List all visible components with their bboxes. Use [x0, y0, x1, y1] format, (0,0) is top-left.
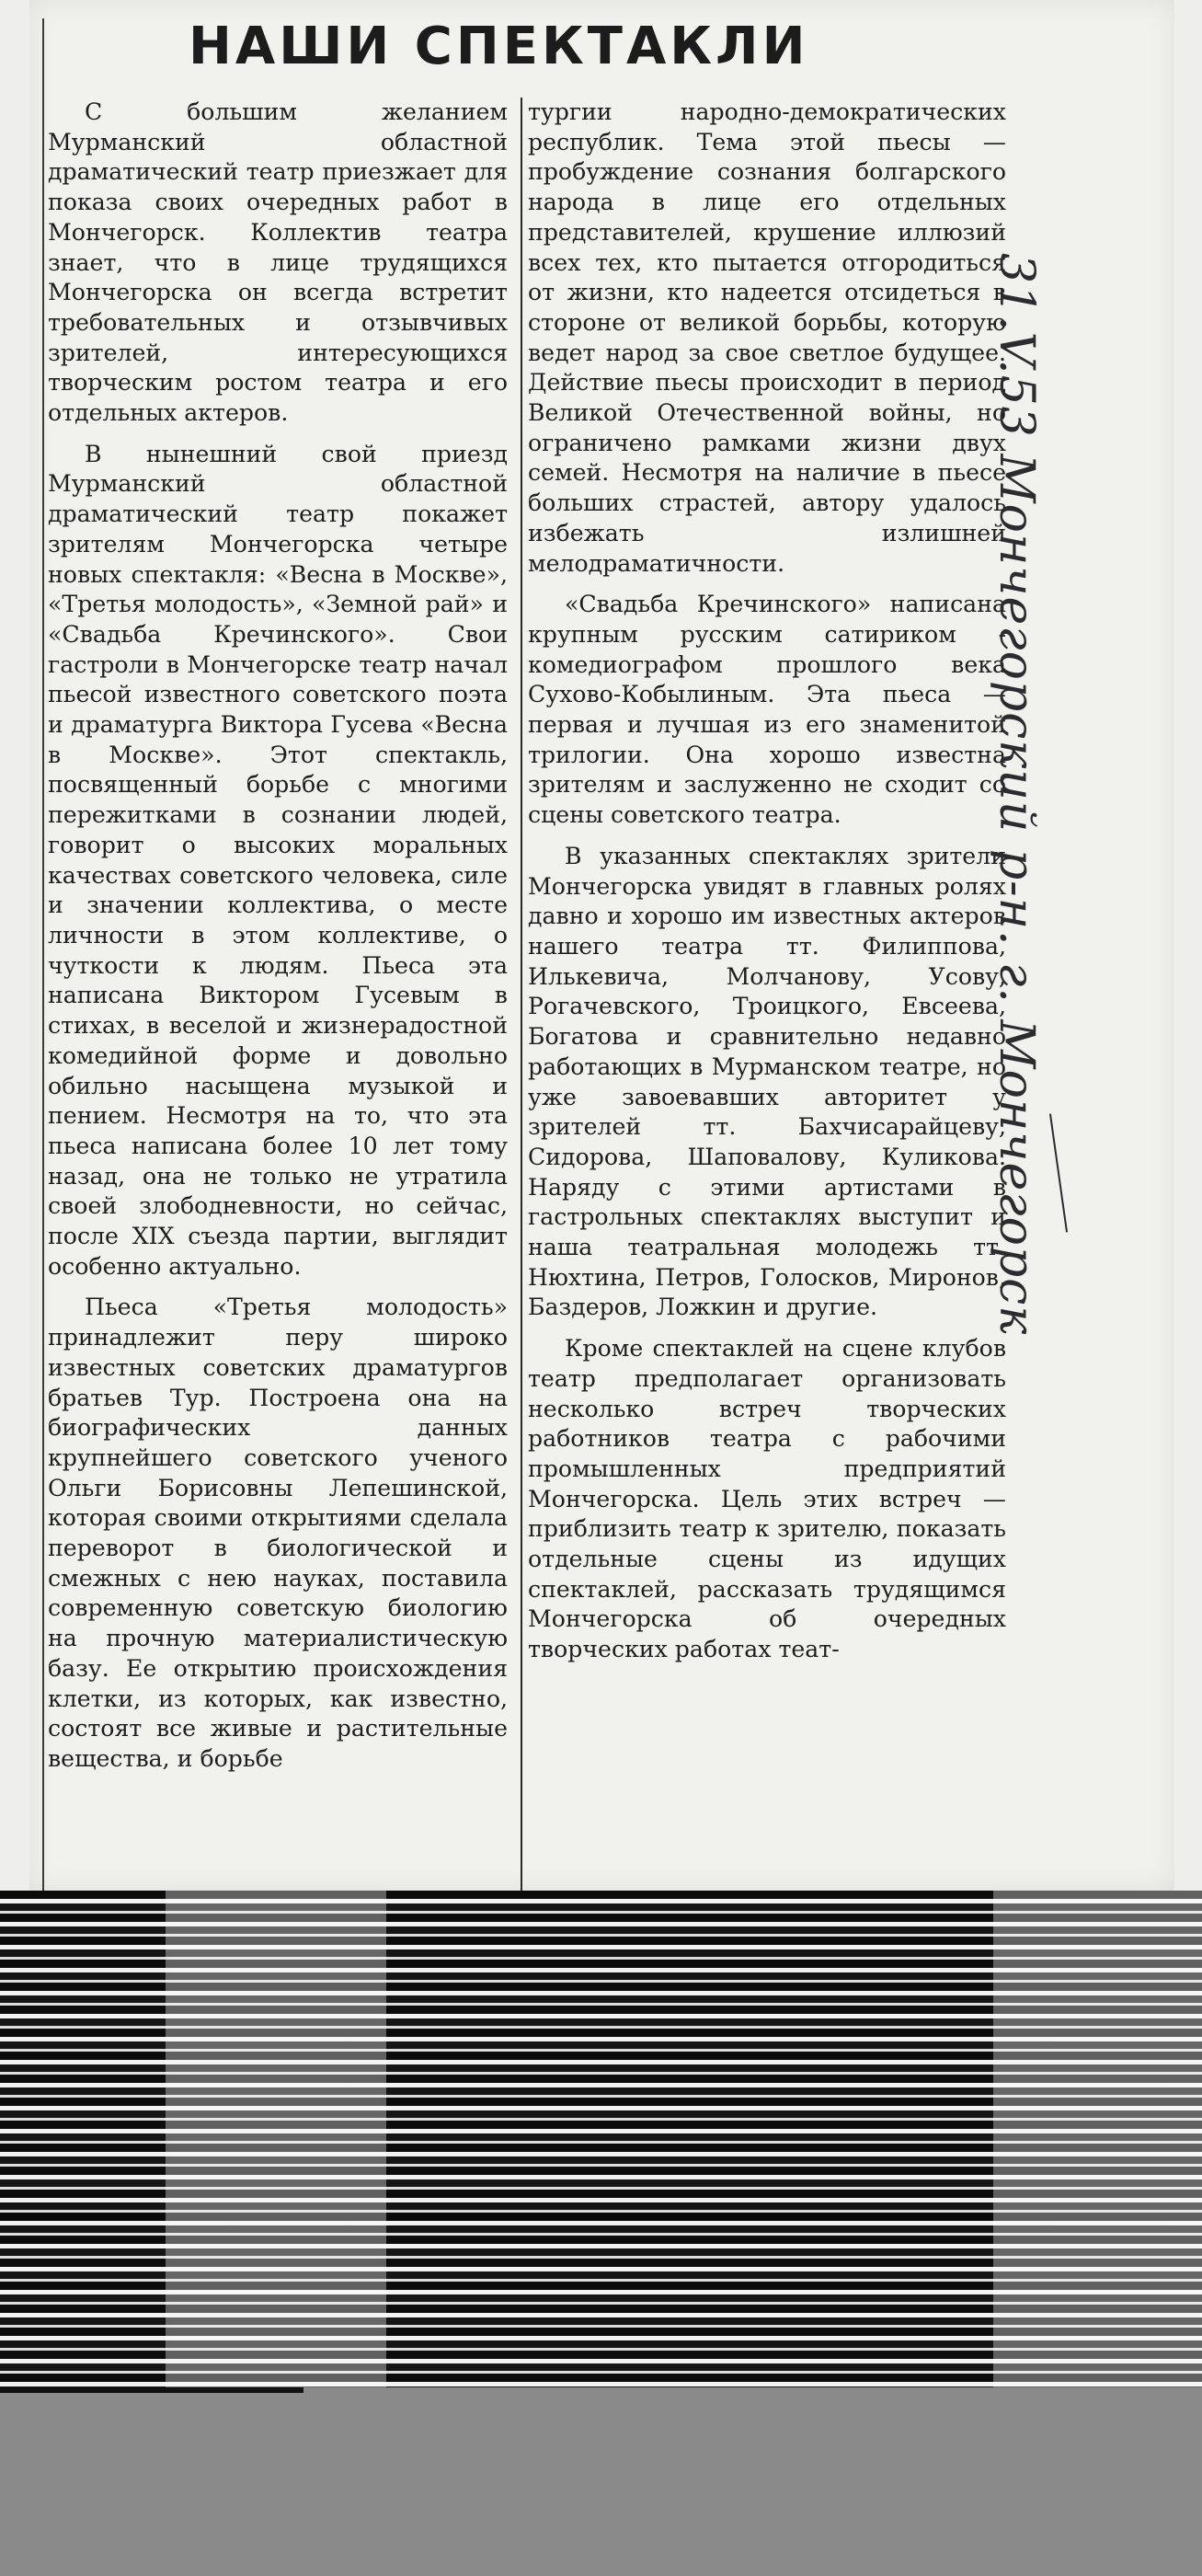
- paragraph-intro: С большим желанием Мурманский областной драматический театр приезжает для показа своих очередных работ в Мончегорск. Коллектив театра знает, что в лице трудящихся Мончегорска он всегда встретит требовательных и отзывчивых зрителей, интересующихся творческим ростом театра и его отдельных актеров.: [48, 98, 508, 427]
- article-title: НАШИ СПЕКТАКЛИ: [189, 17, 809, 76]
- paragraph-zemnoy-ray-continued: тургии народно-демократических республик. Тема этой пьесы — пробуждение сознания болгарского народа в лице его отдельных представителей, крушение иллюзий всех тех, кто пытается отгородиться от жизни, кто надеется отсидеться в стороне от великой борьбы, которую ведет народ за свое светлое будущее. Действие пьесы происходит в период Великой Отечественной войны, но ограничено рамками жизни двух семей. Несмотря на наличие в пьесе больших страстей, автору удалось избежать излишней мелодраматичности.: [528, 98, 1006, 577]
- paragraph-actors: В указанных спектаклях зрители Мончегорска увидят в главных ролях давно и хорошо им известных актеров нашего театра тт. Филиппова, Илькевича, Молчанову, Усову, Рогачевского, Троицкого, Евсеева, Богатова и сравнительно недавно работающих в Мурманском театре, но уже завоевавших авторитет у зрителей тт. Бахчисарайцеву, Сидорова, Шаповалову, Куликова. Наряду с этими артистами в гастрольных спектаклях выступит и наша театральная молодежь тт. Нюхтина, Петров, Голосков, Миронов, Баздеров, Ложкин и другие.: [528, 842, 1006, 1321]
- article-right-column: [528, 98, 1006, 1887]
- paragraph-tretya-molodost: Пьеса «Третья молодость» принадлежит перу широко известных советских драматургов братьев Тур. Построена она на биографических данных крупнейшего советского ученого Ольги Борисовны Лепешинской, которая своими открытиями сделала переворот в биологической и смежных с нею науках, поставила современную советскую биологию на прочную материалистическую базу. Ее открытию происхождения клетки, из которых, как известно, состоят все живые и растительные вещества, и борьбе: [48, 1294, 508, 1772]
- handwritten-note: 31.V.53 Мончегорский р-н. г. Мончегорск: [989, 253, 1044, 1336]
- paragraph-meetings: Кроме спектаклей на сцене клубов театр предполагает организовать несколько встреч творческих работников театра с рабочими промышленных предприятий Мончегорска. Цель этих встреч — приблизить театр к зрителю, показать отдельные сцены из идущих спектаклей, рассказать трудящимся Мончегорска об очередных творческих работах теат-: [528, 1335, 1006, 1663]
- scan-artifact-stripes: [0, 1891, 1202, 2387]
- scan-artifact-tail: [0, 2387, 303, 2393]
- paragraph-svadba-krechinskogo: «Свадьба Кречинского» написана крупным русским сатириком - комедиографом прошлого века Сухово-Кобылиным. Эта пьеса — первая и лучшая из его знаменитой трилогии. Она хорошо известна зрителям и заслуженно не сходит со сцены советского театра.: [528, 591, 1006, 829]
- article-left-column: [48, 98, 508, 1887]
- column-divider: [521, 98, 522, 1892]
- paragraph-vesna-v-moskve: В нынешний свой приезд Мурманский областной драматический театр покажет зрителям Мончегорска четыре новых спектакля: «Весна в Москве», «Третья молодость», «Земной рай» и «Свадьба Кречинского». Свои гастроли в Мончегорске театр начал пьесой известного советского поэта и драматурга Виктора Гусева «Весна в Москве». Этот спектакль, посвященный борьбе с многими пережитками в сознании людей, говорит о высоких моральных качествах советского человека, силе и значении коллектива, о месте личности в этом коллективе, о чуткости к людям. Пьеса эта написана Виктором Гусевым в стихах, в веселой и жизнерадостной комедийной форме и довольно обильно насыщена музыкой и пением. Несмотря на то, что эта пьеса написана более 10 лет тому назад, она не только не утратила своей злободневности, но сейчас, после XIX съезда партии, выглядит особенно актуально.: [48, 440, 508, 1280]
